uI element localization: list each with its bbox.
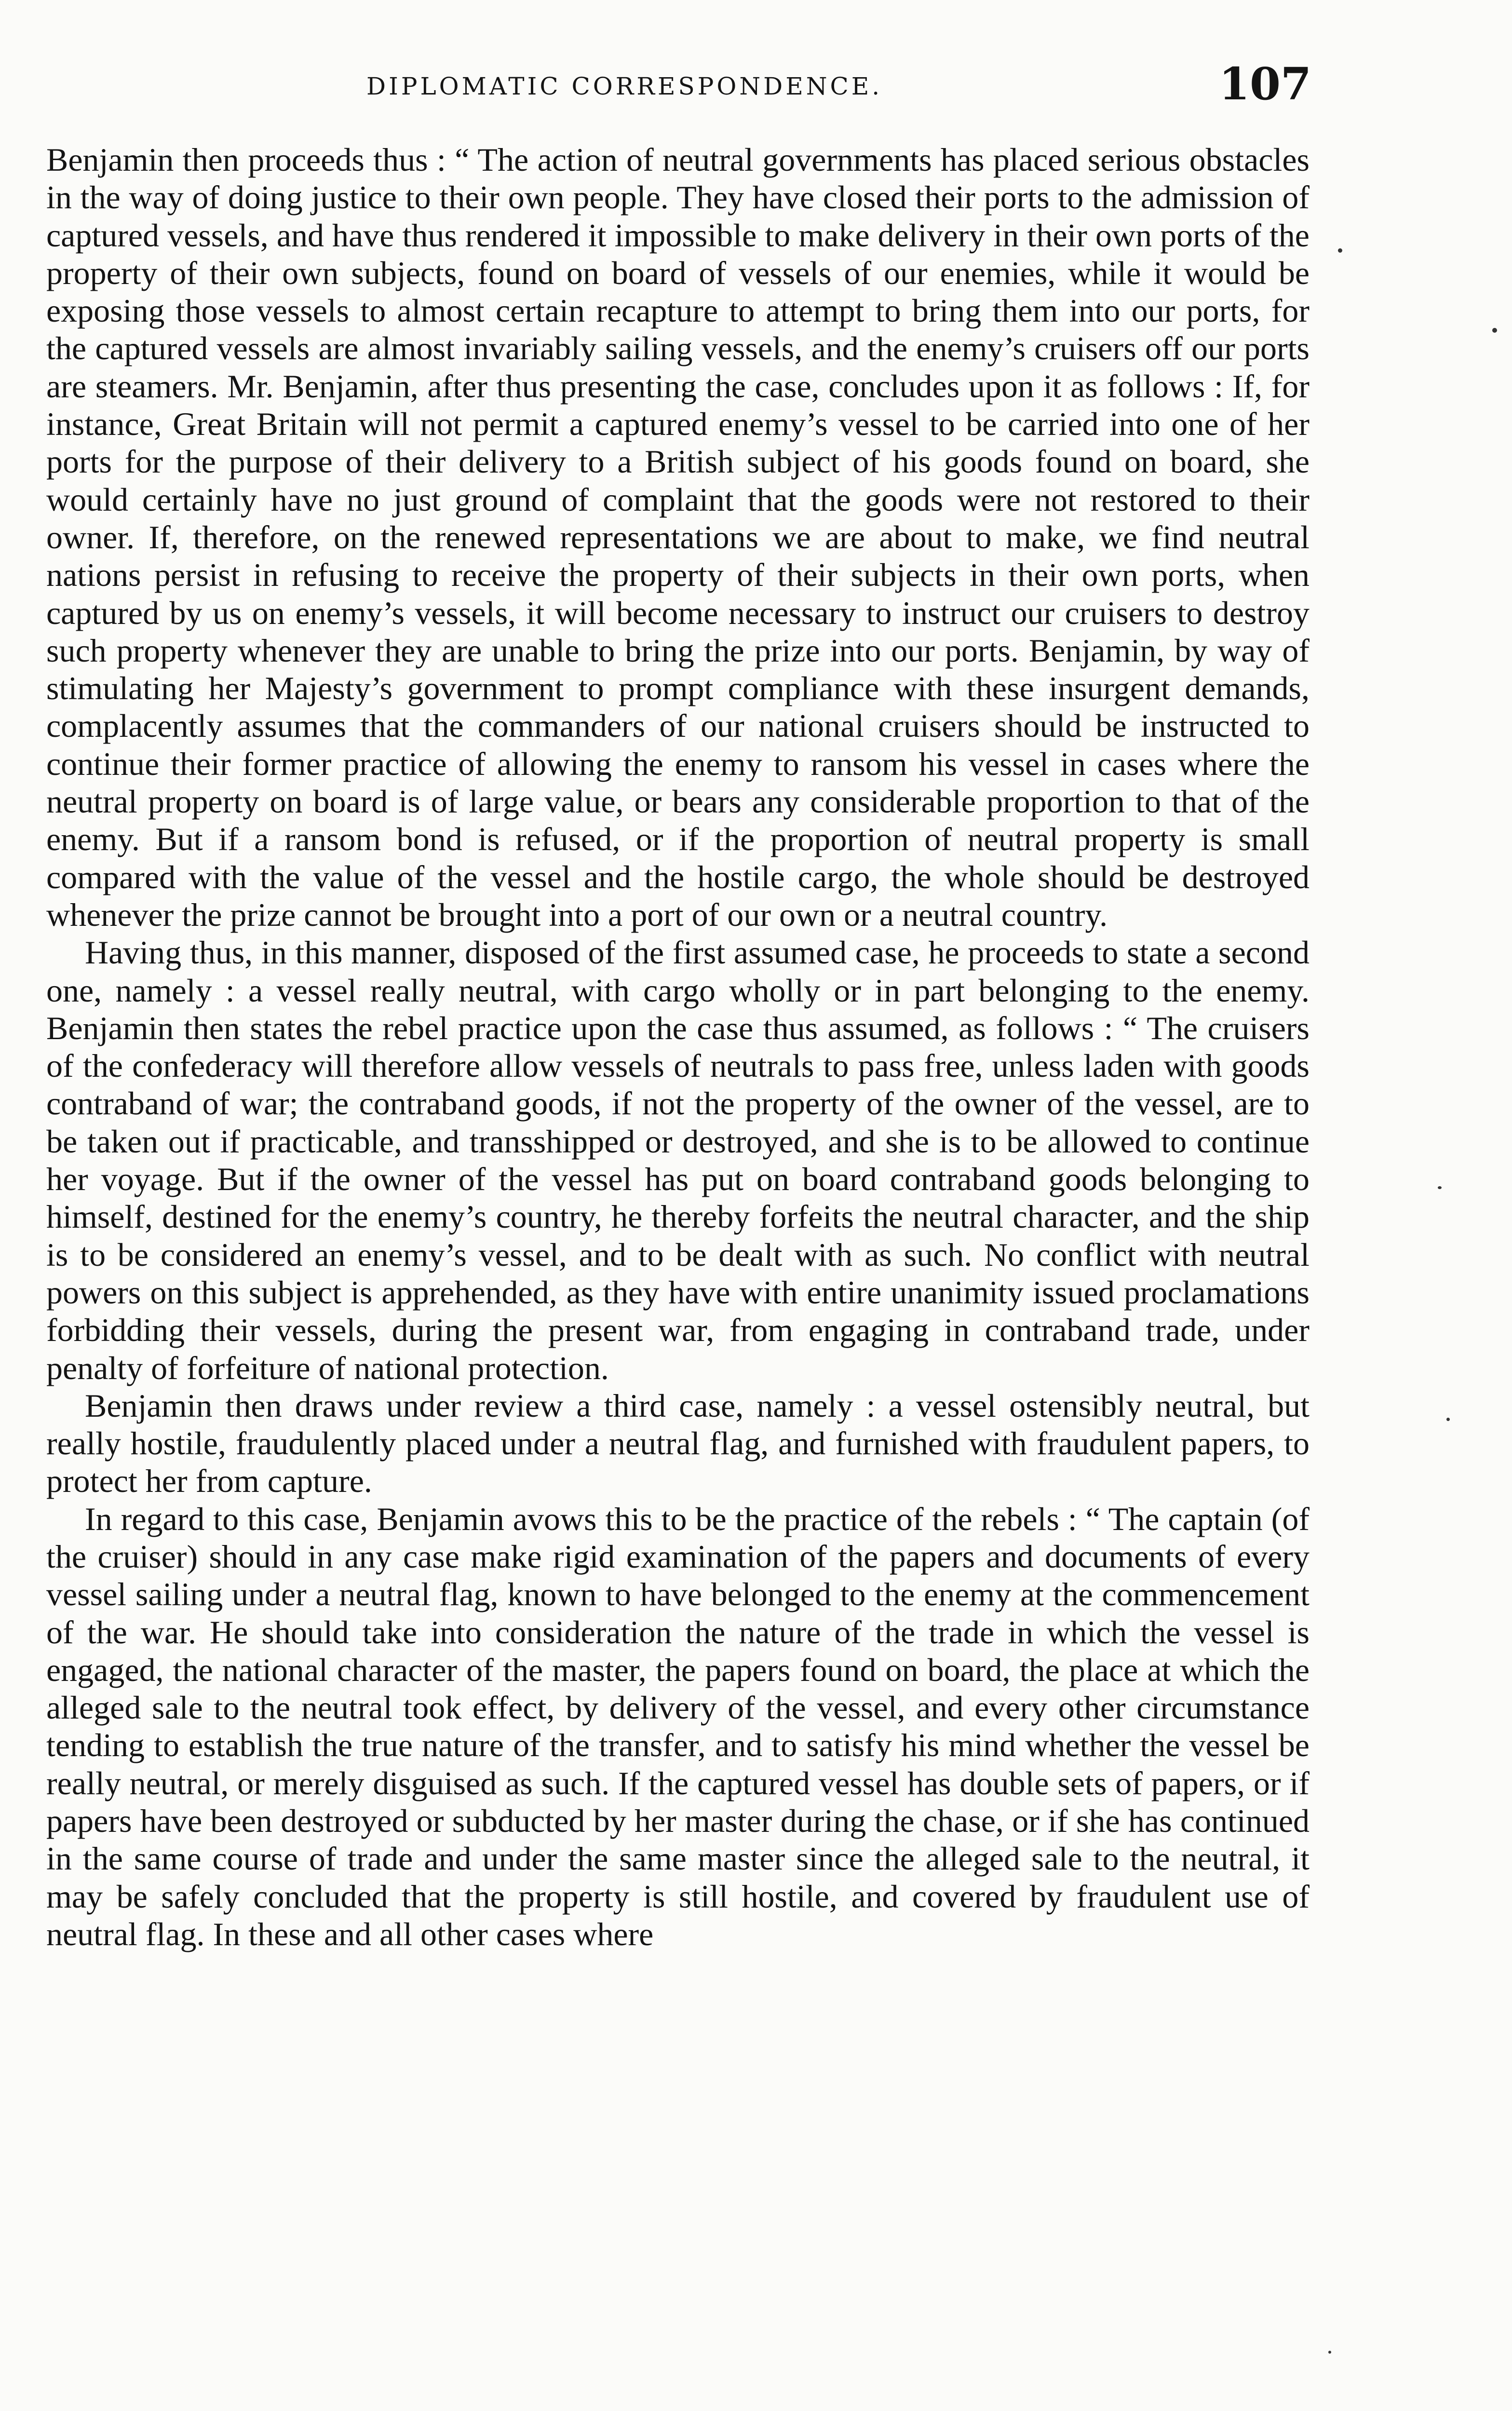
running-title: DIPLOMATIC CORRESPONDENCE. — [366, 72, 883, 100]
paragraph-1: Benjamin then proceeds thus : “ The action of neutral governments has placed serious obstacles in the way of doing justice to their own people. They have closed their ports to the admission of captured vessels, and have thus rendered it impossible to make delivery in their own ports of the property of their own subjects, found on board of vessels of our enemies, while it would be exposing those vessels to almost certain recapture to attempt to bring them into our ports, for the captured vessels are almost invariably sailing vessels, and the enemy’s cruisers off our ports are steamers. Mr. Benjamin, after thus presenting the case, concludes upon it as follows : If, for instance, Great Britain will not permit a captured enemy’s vessel to be carried into one of her ports for the purpose of their delivery to a British subject of his goods found on board, she would certainly have no just ground of complaint that the goods were not restored to their owner. If, therefore, on the renewed representations we are about to make, we find neutral nations persist in refusing to receive the property of their subjects in their own ports, when captured by us on enemy’s vessels, it will become necessary to instruct our cruisers to destroy such property whenever they are unable to bring the prize into our ports. Benjamin, by way of stimulating her Majesty’s government to prompt compliance with these insurgent demands, complacently assumes that the commanders of our national cruisers should be instructed to continue their former practice of allowing the enemy to ransom his vessel in cases where the neutral property on board is of large value, or bears any considerable proportion to that of the enemy. But if a ransom bond is refused, or if the proportion of neutral property is small compared with the value of the vessel and the hostile cargo, the whole should be destroyed whenever the prize cannot be brought into a port of our own or a neutral country. — [46, 141, 1310, 933]
scan-speck — [1338, 248, 1342, 253]
paragraph-2: Having thus, in this manner, disposed of the first assumed case, he proceeds to state a second one, namely : a vessel really neutral, with cargo wholly or in part belonging to the enemy. Benjamin then states the rebel practice upon the case thus assumed, as follows : “ The cruisers of the confederacy will therefore allow vessels of neutrals to pass free, unless laden with goods contraband of war; the contraband goods, if not the property of the owner of the vessel, are to be taken out if practicable, and transshipped or destroyed, and she is to be allowed to continue her voyage. But if the owner of the vessel has put on board contraband goods belonging to himself, destined for the enemy’s country, he thereby forfeits the neutral character, and the ship is to be considered an enemy’s vessel, and to be dealt with as such. No conflict with neutral powers on this subject is apprehended, as they have with entire unanimity issued proclamations forbidding their vessels, during the present war, from engaging in contraband trade, under penalty of forfeiture of national protection. — [46, 934, 1310, 1386]
paragraph-3: Benjamin then draws under review a third case, namely : a vessel ostensibly neutral, but really hostile, fraudulently placed under a neutral flag, and furnished with fraudulent papers, to protect her from capture. — [46, 1387, 1310, 1500]
scan-speck — [1446, 1418, 1450, 1421]
scan-speck — [1492, 328, 1497, 333]
running-head — [48, 58, 1311, 111]
scan-speck — [1438, 1186, 1442, 1189]
body-text — [46, 141, 1310, 1953]
page-number: 107 — [1218, 58, 1311, 110]
paragraph-4: In regard to this case, Benjamin avows this to be the practice of the rebels : “ The captain (of the cruiser) should in any case make rigid examination of the papers and documents of every vessel sailing under a neutral flag, known to have belonged to the enemy at the commencement of the war. He should take into consideration the nature of the trade in which the vessel is engaged, the national character of the master, the papers found on board, the place at which the alleged sale to the neutral took effect, by delivery of the vessel, and every other circumstance tending to establish the true nature of the transfer, and to satisfy his mind whether the vessel be really neutral, or merely disguised as such. If the captured vessel has double sets of papers, or if papers have been destroyed or subducted by her master during the chase, or if she has continued in the same course of trade and under the same master since the alleged sale to the neutral, it may be safely concluded that the property is still hostile, and covered by fraudulent use of neutral flag. In these and all other cases where — [46, 1500, 1310, 1952]
scan-speck — [1328, 2351, 1331, 2354]
